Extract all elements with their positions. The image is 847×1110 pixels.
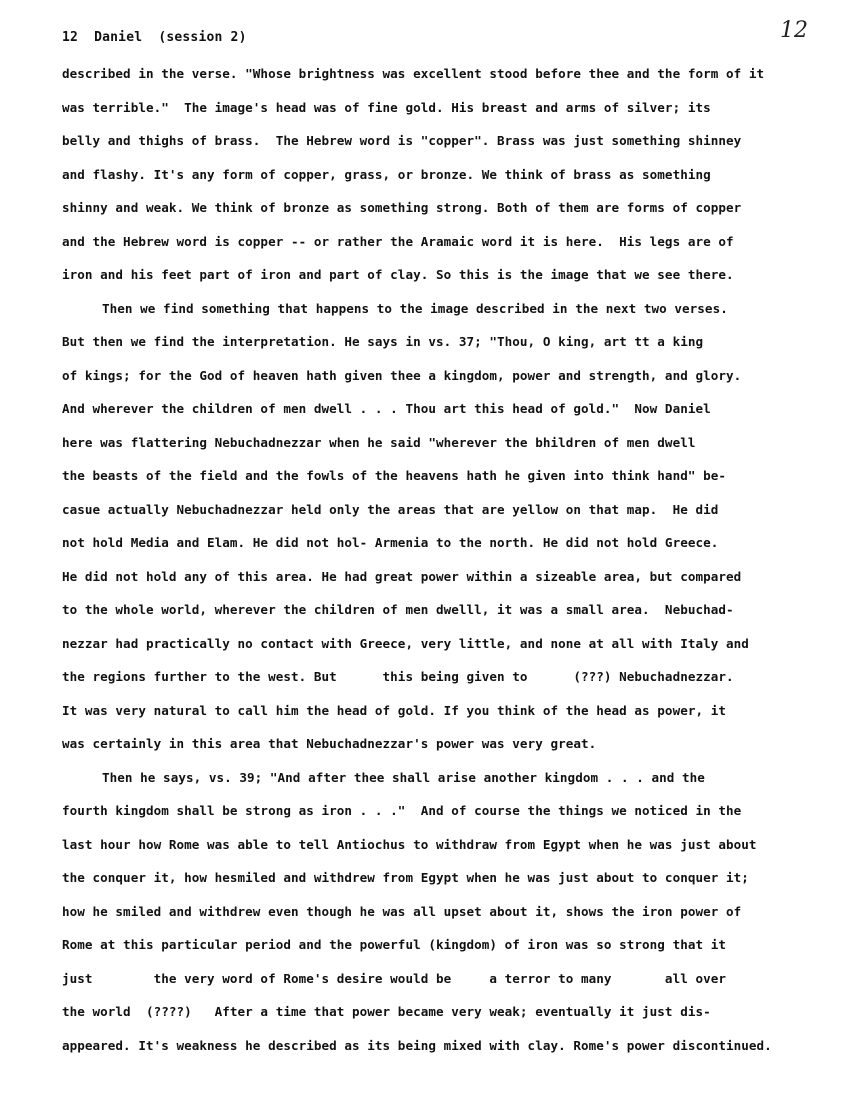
text-line: nezzar had practically no contact with Greece, very little, and none at all with Italy and [62,635,749,651]
text-line: It was very natural to call him the head of gold. If you think of the head as power, it [62,702,726,718]
running-header: 12 Daniel (session 2) [62,30,247,45]
text-line: the world (????) After a time that power became very weak; eventually it just dis- [62,1004,711,1019]
text-line: But then we find the interpretation. He says in vs. 37; "Thou, O king, art tt a king [62,334,704,349]
text-line: Rome at this particular period and the powerful (kingdom) of iron was so strong that it [62,937,726,952]
text-line: was terrible." The image's head was of fine gold. His breast and arms of silver; its [62,99,711,115]
text-line: belly and thighs of brass. The Hebrew word is "copper". Brass was just something shinney [62,133,742,148]
text-line: last hour how Rome was able to tell Antiochus to withdraw from Egypt when he was just about [62,836,757,852]
text-line: was certainly in this area that Nebuchadnezzar's power was very great. [62,736,597,751]
text-line: not hold Media and Elam. He did not hol- Armenia to the north. He did not hold Greece. [62,535,719,550]
text-line: here was flattering Nebuchadnezzar when he said "wherever the bhildren of men dwell [62,434,696,450]
text-line: And wherever the children of men dwell . . . Thou art this head of gold." Now Daniel [62,401,711,416]
text-line: the regions further to the west. But this being given to (???) Nebuchadnezzar. [62,669,734,684]
paragraph-start-line: Then he says, vs. 39; "And after thee shall arise another kingdom . . . and the [102,769,705,785]
text-line: He did not hold any of this area. He had great power within a sizeable area, but compared [62,568,742,584]
text-line: of kings; for the God of heaven hath given thee a kingdom, power and strength, and glory. [62,367,742,383]
text-line: and the Hebrew word is copper -- or rather the Aramaic word it is here. His legs are of [62,233,734,249]
text-line: to the whole world, wherever the children of men dwelll, it was a small area. Nebuchad- [62,602,734,617]
text-line: shinny and weak. We think of bronze as something strong. Both of them are forms of copper [62,200,742,215]
text-line: the conquer it, how hesmiled and withdrew from Egypt when he was just about to conquer it; [62,870,749,885]
text-line: described in the verse. "Whose brightness was excellent stood before thee and the form of it [62,66,765,81]
text-line: how he smiled and withdrew even though he was all upset about it, shows the iron power of [62,903,742,919]
text-line: iron and his feet part of iron and part of clay. So this is the image that we see there. [62,267,734,282]
text-line: just the very word of Rome's desire would be a terror to many all over [62,970,726,986]
paragraph-start-line: Then we find something that happens to the image described in the next two verses. [102,300,728,316]
text-line: casue actually Nebuchadnezzar held only the areas that are yellow on that map. He did [62,501,719,517]
text-line: and flashy. It's any form of copper, grass, or bronze. We think of brass as something [62,166,711,182]
text-line: appeared. It's weakness he described as its being mixed with clay. Rome's power discontinued. [62,1037,772,1053]
handwritten-page-number: 12 [780,18,808,43]
text-line: fourth kingdom shall be strong as iron . . ." And of course the things we noticed in the [62,803,742,818]
text-line: the beasts of the field and the fowls of the heavens hath he given into think hand" be- [62,468,726,483]
transcript-body [62,64,837,1069]
